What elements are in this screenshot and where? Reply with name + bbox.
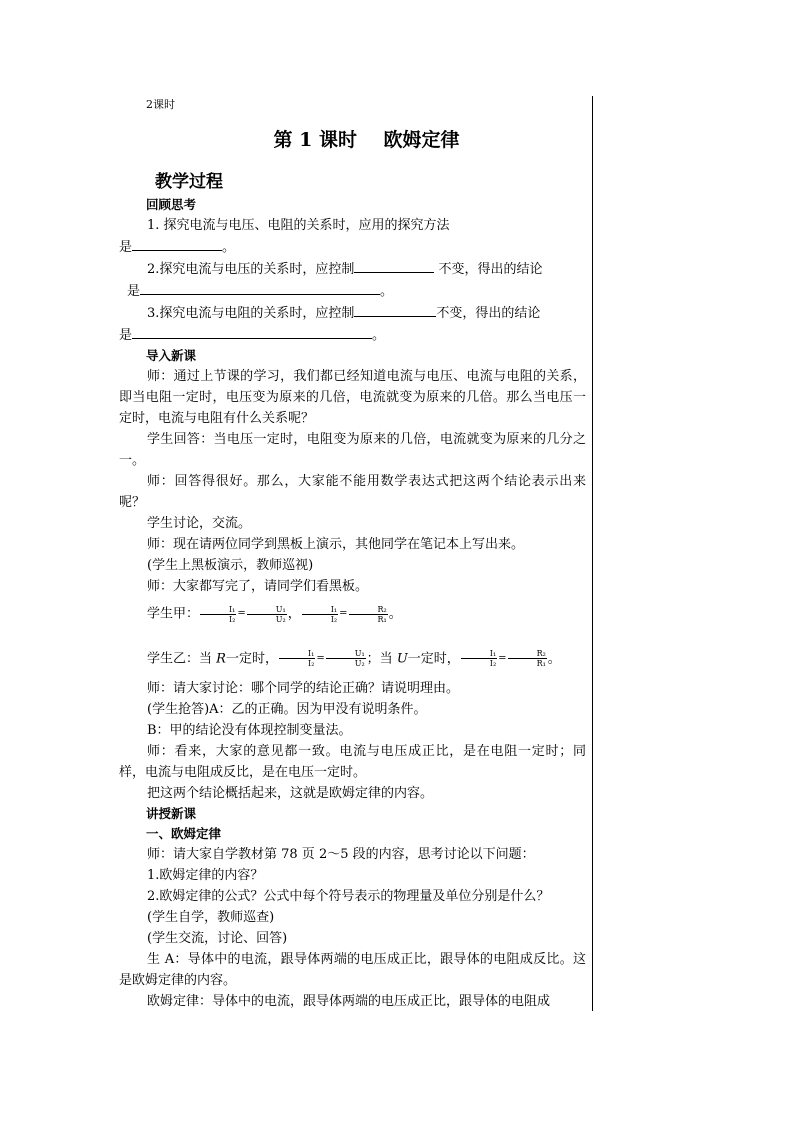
intro-paragraph: (学生上黑板演示，教师巡视)	[147, 558, 314, 573]
review-heading: 回顾思考	[146, 197, 197, 212]
document-page	[119, 97, 586, 1012]
intro-heading: 导入新课	[146, 348, 197, 363]
review-question-2: 2.探究电流与电压的关系时，应控制 不变，得出的结论	[119, 258, 586, 280]
page-title: 第 1 课时 欧姆定律	[273, 129, 460, 151]
intro-paragraph: 师：回答得很好。那么，大家能不能用数学表达式把这两个结论表示出来呢？	[119, 474, 586, 510]
answer-blank[interactable]	[132, 236, 222, 251]
fraction: $\frac{\text{R₂}}{\text{R₁}}$	[508, 649, 547, 668]
lesson-count: 2课时	[146, 98, 175, 111]
answer-blank[interactable]	[354, 302, 436, 317]
review-question-3-cont: 是 。	[119, 324, 586, 346]
intro-paragraph: (学生抢答)A：乙的正确。因为甲没有说明条件。	[147, 702, 427, 717]
fraction: $\frac{\text{I₁}}{\text{I₂}}$	[461, 649, 497, 668]
intro-paragraph: 师：请大家讨论：哪个同学的结论正确？请说明理由。	[147, 681, 460, 696]
intro-paragraph: 师：通过上节课的学习，我们都已经知道电流与电压、电流与电阻的关系，即当电阻一定时，电压变为原来的几倍，电流就变为原来的几倍。那么当电压一定时，电流与电阻有什么关系呢？	[119, 369, 586, 426]
fraction: $\frac{\text{U₁}}{\text{U₂}}$	[247, 605, 287, 624]
teach-paragraph: (学生自学，教师巡查)	[147, 910, 275, 925]
answer-blank[interactable]	[132, 324, 372, 339]
review-question-3: 3.探究电流与电阻的关系时，应控制 不变，得出的结论	[119, 302, 586, 324]
teach-paragraph: 1.欧姆定律的内容？	[147, 868, 264, 883]
answer-blank[interactable]	[140, 280, 380, 295]
intro-paragraph: B：甲的结论没有体现控制变量法。	[147, 723, 352, 738]
answer-blank[interactable]	[354, 258, 434, 273]
student-b-formula: 学生乙：当 R一定时， $\frac{\text{I₁}}{\text{I₂}}$ = $\frac{\text{U₁}}{\text{U₂}}$ ；当 U一定时， $\frac{\text{I₁}}{\text{I₂}}$ = $\frac{\text{R₂}}{\text{R₁}}$ 。	[147, 649, 561, 668]
fraction: $\frac{\text{U₁}}{\text{U₂}}$	[326, 649, 366, 668]
intro-paragraph: 师：看来，大家的意见都一致。电流与电压成正比，是在电阻一定时；同样，电流与电阻成反比，是在电压一定时。	[119, 744, 586, 780]
fraction: $\frac{\text{R₂}}{\text{R₁}}$	[349, 605, 388, 624]
intro-paragraph: 师：现在请两位同学到黑板上演示，其他同学在笔记本上写出来。	[147, 537, 525, 552]
fraction: $\frac{\text{I₁}}{\text{I₂}}$	[279, 649, 315, 668]
student-a-formula: 学生甲： $\frac{\text{I₁}}{\text{I₂}}$ = $\frac{\text{U₁}}{\text{U₂}}$ ， $\frac{\text{I₁}}{\text{I₂}}$ = $\frac{\text{R₂}}{\text{R₁}}$ 。	[147, 604, 402, 624]
review-question-2-cont: 是 。	[119, 280, 586, 302]
teach-paragraph: 欧姆定律：导体中的电流，跟导体两端的电压成正比，跟导体的电阻成	[147, 994, 551, 1009]
intro-paragraph: 师：大家都写完了，请同学们看黑板。	[147, 579, 369, 594]
review-question-1-cont: 是 。	[119, 236, 586, 258]
fraction: $\frac{\text{I₁}}{\text{I₂}}$	[200, 605, 236, 624]
intro-paragraph: 学生讨论，交流。	[147, 516, 252, 531]
fraction: $\frac{\text{I₁}}{\text{I₂}}$	[302, 605, 338, 624]
teach-heading: 讲授新课	[146, 806, 197, 821]
section-heading-process: 教学过程	[155, 172, 223, 192]
teach-paragraph: 生 A：导体中的电流，跟导体两端的电压成正比，跟导体的电阻成反比。这是欧姆定律的内容。	[119, 952, 586, 988]
teach-paragraph: (学生交流，讨论、回答)	[147, 931, 288, 946]
teach-paragraph: 师：请大家自学教材第 78 页 2～5 段的内容，思考讨论以下问题：	[147, 847, 535, 862]
intro-paragraph: 学生回答：当电压一定时，电阻变为原来的几倍，电流就变为原来的几分之一。	[119, 432, 586, 468]
review-question-1: 1. 探究电流与电压、电阻的关系时，应用的探究方法	[147, 218, 450, 233]
teach-paragraph: 2.欧姆定律的公式？公式中每个符号表示的物理量及单位分别是什么？	[147, 889, 550, 904]
ohms-law-heading: 一、欧姆定律	[146, 826, 222, 841]
intro-paragraph: 把这两个结论概括起来，这就是欧姆定律的内容。	[147, 786, 434, 801]
margin-rule	[592, 96, 593, 1011]
